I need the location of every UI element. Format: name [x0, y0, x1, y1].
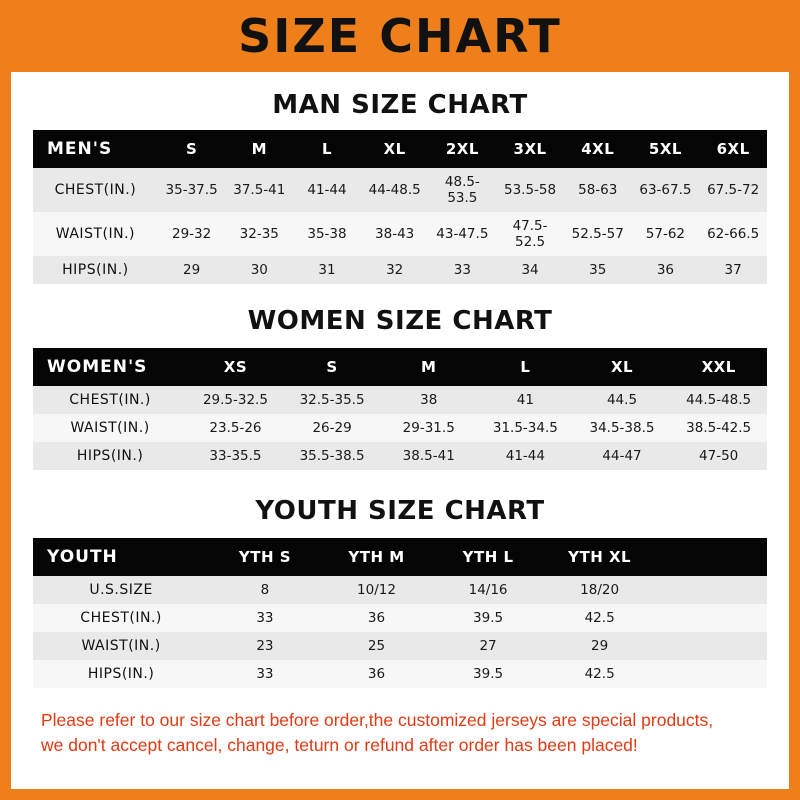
footer-note [33, 708, 767, 759]
column-header: YOUTH [47, 547, 118, 567]
table-cell: 18/20 [580, 582, 620, 598]
table-cell: 30 [250, 262, 268, 278]
table-cell: 44-47 [602, 448, 642, 464]
table-cell: 42.5 [584, 666, 615, 682]
man-section-title: MAN SIZE CHART [272, 90, 528, 120]
table-cell: 38.5-41 [402, 448, 455, 464]
column-header: 2XL [445, 140, 479, 158]
table-cell: 32.5-35.5 [299, 392, 365, 408]
table-cell: 35 [589, 262, 607, 278]
table-cell: 39.5 [473, 610, 504, 626]
column-header [655, 538, 767, 576]
table-cell: 36 [656, 262, 675, 278]
column-header: XL [610, 358, 634, 376]
chart-content [11, 90, 789, 759]
table-cell: 29.5-32.5 [202, 392, 268, 408]
column-header: MEN'S [47, 139, 113, 159]
column-header: YTH XL [568, 548, 632, 566]
column-header: 3XL [513, 140, 547, 158]
table-cell: 10/12 [357, 582, 396, 598]
column-header: S [185, 140, 198, 158]
column-header: S [326, 358, 338, 376]
header-band [0, 0, 800, 72]
row-label: HIPS(IN.) [62, 262, 129, 278]
table-cell: 48.5-53.5 [444, 174, 480, 206]
table-cell: 36 [367, 610, 386, 626]
table-cell: 33 [256, 666, 274, 682]
table-cell: 39.5 [473, 666, 504, 682]
table-cell [655, 604, 767, 632]
row-label: WAIST(IN.) [70, 420, 150, 436]
column-header: YTH M [348, 548, 405, 566]
table-cell: 32 [386, 262, 404, 278]
column-header: L [520, 358, 531, 376]
row-label: CHEST(IN.) [69, 392, 151, 408]
table-cell: 57-62 [645, 226, 686, 242]
row-label: CHEST(IN.) [54, 182, 137, 198]
column-header: M [251, 140, 268, 158]
table-cell: 44.5-48.5 [686, 392, 752, 408]
table-cell [655, 660, 767, 688]
table-cell: 38-43 [375, 226, 415, 242]
table-cell: 36 [367, 666, 386, 682]
table-cell: 37 [724, 262, 742, 278]
table-cell: 23 [256, 638, 274, 654]
table-cell: 26-29 [312, 420, 352, 436]
table-cell: 41-44 [307, 182, 347, 198]
table-cell: 35.5-38.5 [299, 448, 365, 464]
row-label: WAIST(IN.) [55, 226, 135, 242]
table-row [33, 386, 767, 414]
table-header-row [33, 538, 767, 576]
table-cell: 8 [260, 582, 270, 598]
table-cell: 41-44 [505, 448, 545, 464]
row-label: CHEST(IN.) [80, 610, 162, 626]
table-cell: 14/16 [468, 582, 508, 598]
row-label: WAIST(IN.) [81, 638, 161, 654]
table-header-row [33, 130, 767, 168]
youth-section-title: YOUTH SIZE CHART [255, 496, 545, 526]
table-row [33, 442, 767, 470]
table-cell: 34 [521, 262, 539, 278]
column-header: L [321, 140, 333, 158]
table-cell: 67.5-72 [707, 182, 760, 198]
table-cell: 42.5 [584, 610, 615, 626]
table-row [33, 660, 767, 688]
column-header: WOMEN'S [47, 357, 148, 377]
table-cell: 41 [516, 392, 534, 408]
table-cell: 43-47.5 [436, 226, 489, 242]
table-row [33, 414, 767, 442]
footer-note-line-2: we don't accept cancel, change, teturn or refund after order has been placed! [41, 735, 638, 756]
youth-size-table [33, 538, 767, 688]
column-header: XXL [701, 358, 736, 376]
table-cell: 29 [183, 262, 201, 278]
table-cell: 38.5-42.5 [686, 420, 752, 436]
column-header: M [421, 358, 437, 376]
row-label: U.S.SIZE [89, 582, 153, 598]
women-section-title: WOMEN SIZE CHART [247, 306, 553, 336]
table-cell: 47-50 [699, 448, 739, 464]
table-cell: 31.5-34.5 [492, 420, 558, 436]
table-cell [655, 632, 767, 660]
table-header-row [33, 348, 767, 386]
table-cell: 33 [453, 262, 471, 278]
man-size-table [33, 130, 767, 284]
table-cell: 35-38 [307, 226, 347, 242]
table-cell: 35-37.5 [165, 182, 218, 198]
table-cell: 63-67.5 [639, 182, 692, 198]
table-cell: 44-48.5 [368, 182, 421, 198]
table-cell [655, 576, 767, 604]
table-row [33, 576, 767, 604]
row-label: HIPS(IN.) [76, 448, 144, 464]
column-header: 6XL [716, 140, 750, 158]
column-header: 4XL [581, 140, 615, 158]
table-cell: 62-66.5 [707, 226, 760, 242]
women-size-table [33, 348, 767, 470]
table-cell: 25 [367, 638, 386, 654]
table-cell: 32-35 [239, 226, 279, 242]
table-cell: 47.5-52.5 [512, 218, 548, 250]
table-cell: 31 [318, 262, 336, 278]
table-cell: 52.5-57 [571, 226, 624, 242]
table-cell: 44.5 [606, 392, 638, 408]
column-header: XL [383, 140, 406, 158]
table-cell: 29 [591, 638, 609, 654]
table-cell: 53.5-58 [503, 182, 557, 198]
column-header: YTH L [462, 548, 514, 566]
table-cell: 38 [420, 392, 438, 408]
column-header: XS [223, 358, 248, 376]
column-header: YTH S [238, 548, 292, 566]
table-cell: 27 [479, 638, 497, 654]
table-row [33, 212, 767, 256]
column-header: 5XL [648, 140, 682, 158]
table-cell: 29-31.5 [402, 420, 455, 436]
table-row [33, 632, 767, 660]
table-cell: 33 [256, 610, 274, 626]
table-cell: 23.5-26 [209, 420, 262, 436]
page-title: SIZE CHART [238, 9, 562, 63]
table-cell: 29-32 [171, 226, 212, 242]
row-label: HIPS(IN.) [87, 666, 155, 682]
table-cell: 37.5-41 [233, 182, 286, 198]
footer-note-line-1: Please refer to our size chart before order,the customized jerseys are special products, [41, 710, 714, 730]
table-row [33, 168, 767, 212]
table-cell: 34.5-38.5 [589, 420, 655, 436]
table-row [33, 256, 767, 284]
table-cell: 58-63 [578, 182, 618, 198]
table-cell: 33-35.5 [209, 448, 262, 464]
table-row [33, 604, 767, 632]
